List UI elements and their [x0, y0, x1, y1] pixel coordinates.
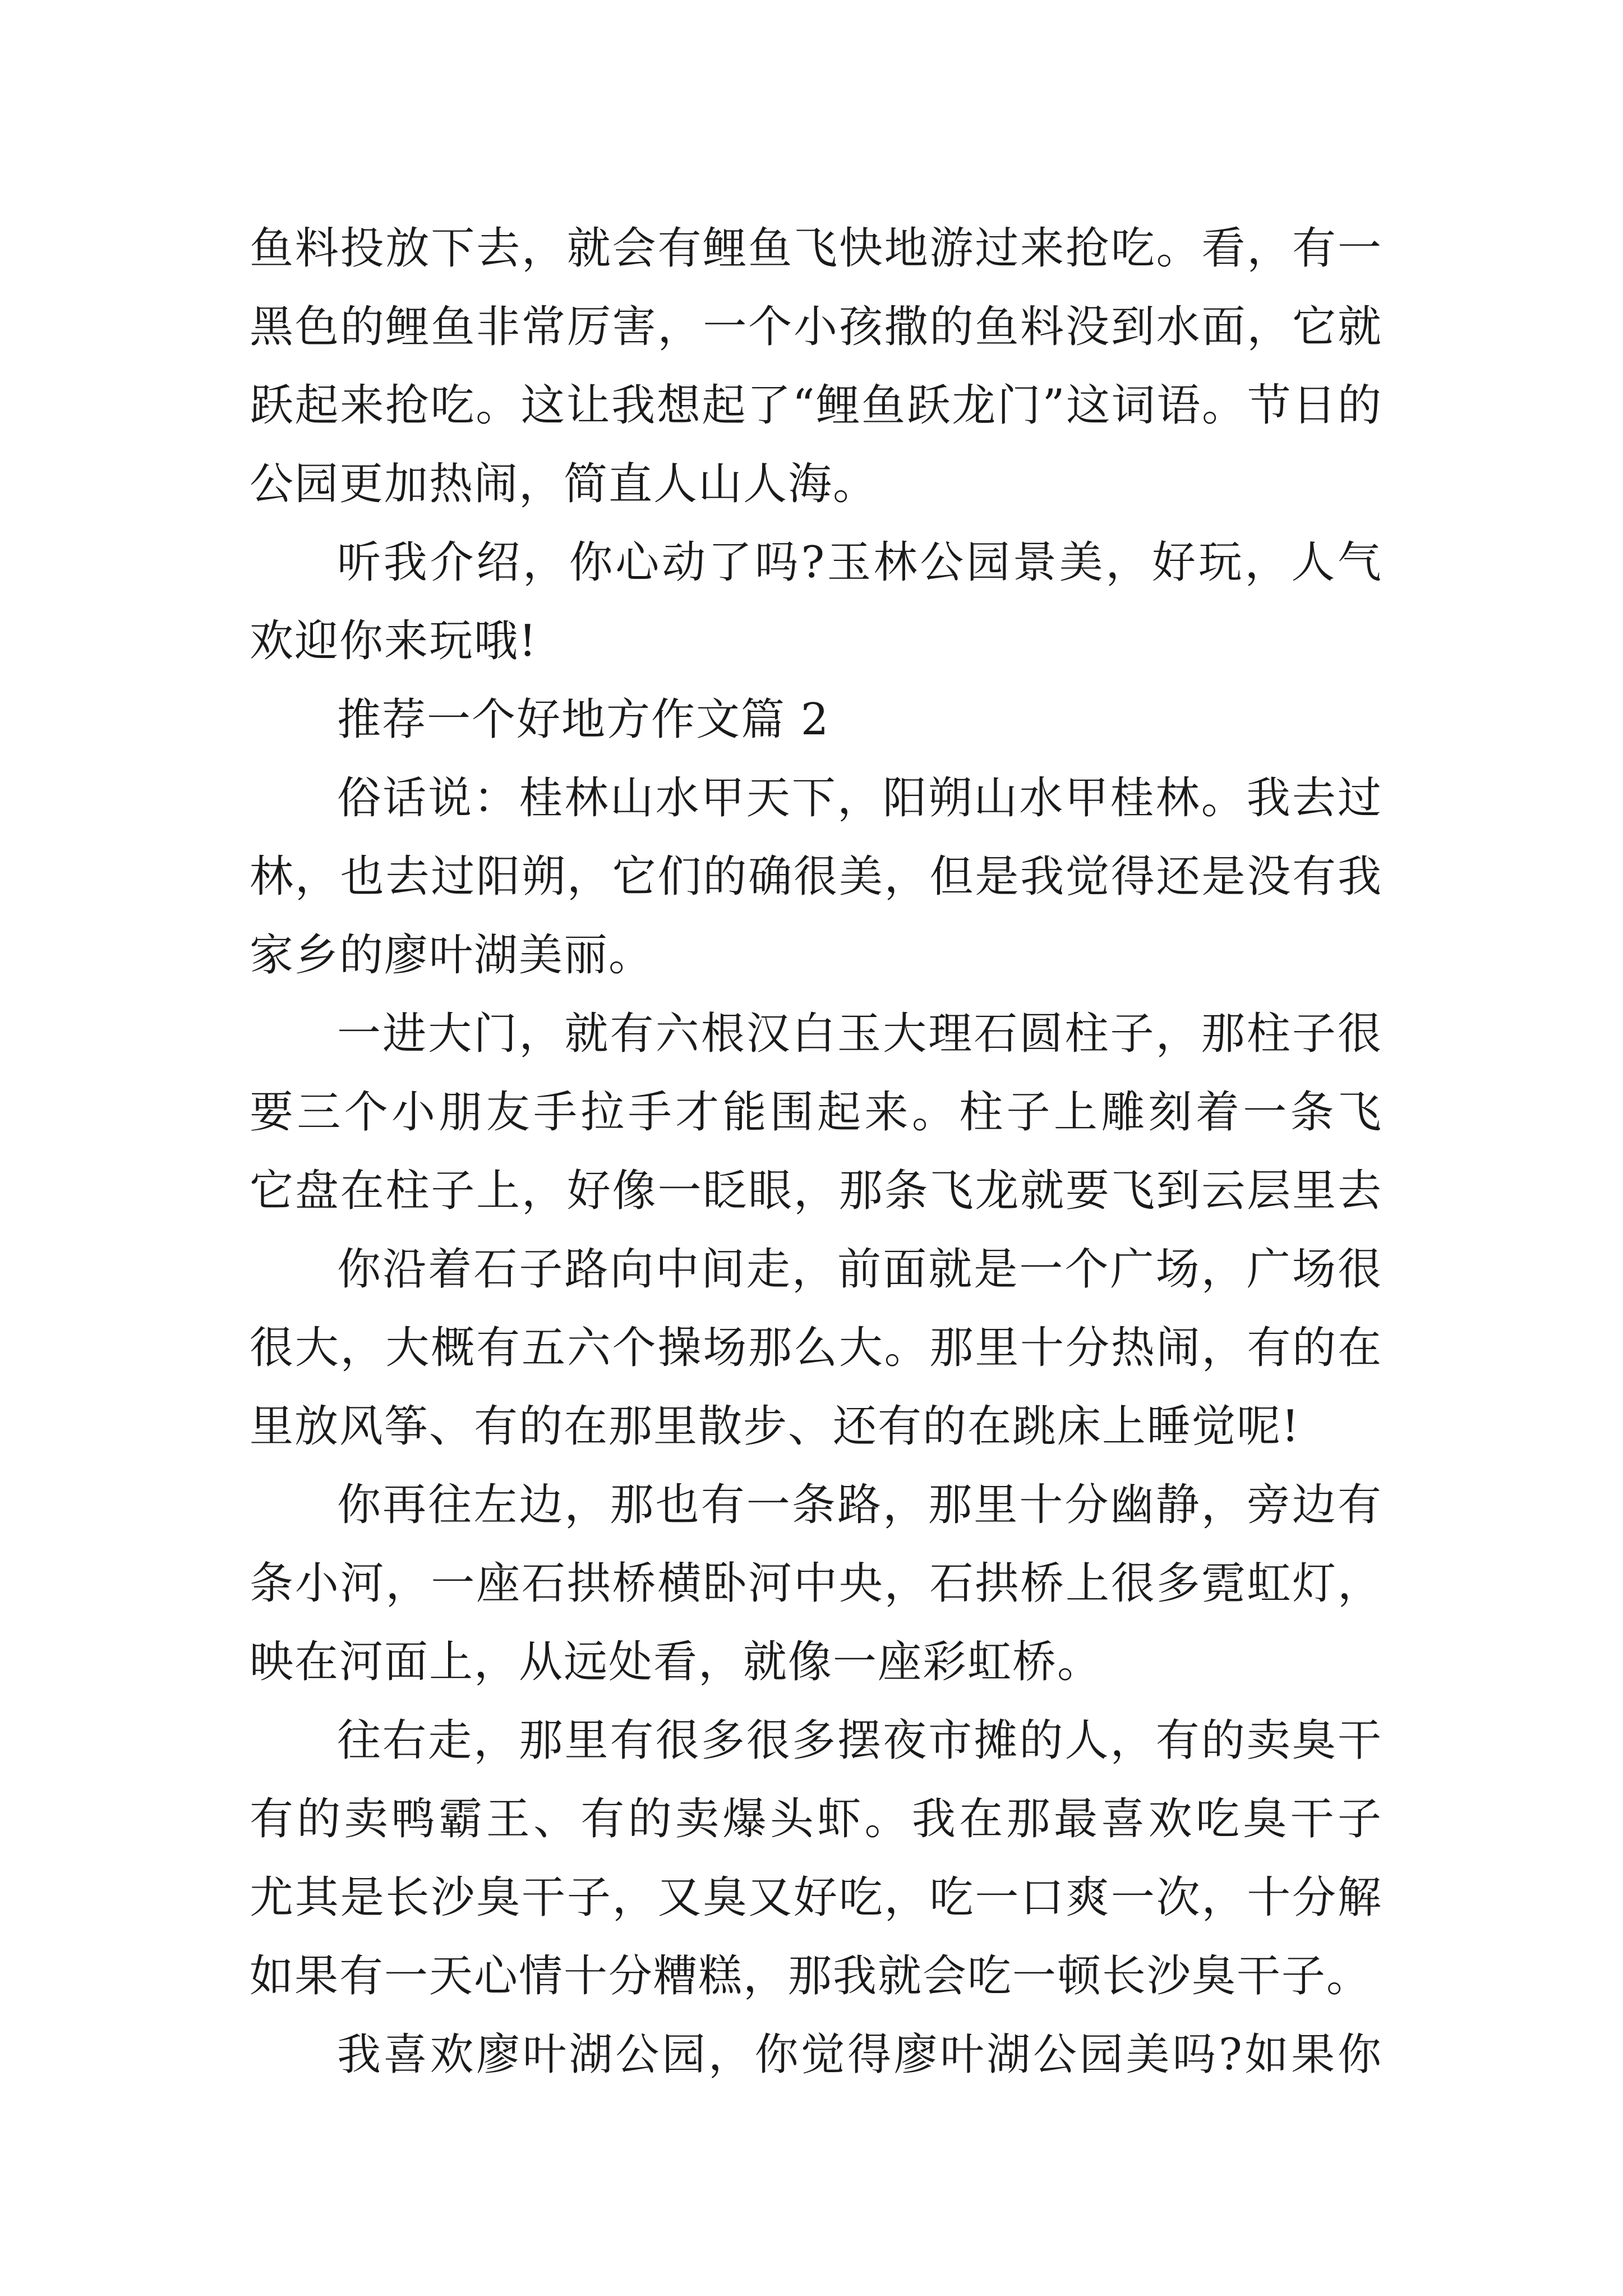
text-line: 你沿着石子路向中间走，前面就是一个广场，广场很 — [337, 1244, 1382, 1295]
text-line: 鱼料投放下去，就会有鲤鱼飞快地游过来抢吃。看，有一 — [250, 223, 1382, 274]
text-line: 欢迎你来玩哦! — [250, 616, 538, 666]
text-line: 林，也去过阳朔，它们的确很美，但是我觉得还是没有我 — [250, 852, 1382, 902]
text-line: 一进大门，就有六根汉白玉大理石圆柱子，那柱子很 — [337, 1009, 1382, 1059]
text-line: 尤其是长沙臭干子，又臭又好吃，吃一口爽一次，十分解 — [250, 1872, 1382, 1923]
essay-text — [250, 209, 1382, 2094]
text-line: 里放风筝、有的在那里散步、还有的在跳床上睡觉呢! — [250, 1401, 1301, 1452]
text-line: 跃起来抢吃。这让我想起了“鲤鱼跃龙门”这词语。节日的 — [250, 380, 1382, 431]
text-line: 家乡的廖叶湖美丽。 — [250, 930, 654, 981]
text-line: 如果有一天心情十分糟糕，那我就会吃一顿长沙臭干子。 — [250, 1951, 1372, 2001]
text-line: 推荐一个好地方作文篇 2 — [337, 694, 830, 745]
text-line: 有的卖鸭霸王、有的卖爆头虾。我在那最喜欢吃臭干子 — [250, 1794, 1382, 1844]
text-line: 很大，大概有五六个操场那么大。那里十分热闹，有的在 — [250, 1323, 1382, 1373]
text-line: 黑色的鲤鱼非常厉害，一个小孩撒的鱼料没到水面，它就 — [250, 302, 1382, 352]
text-line: 你再往左边，那也有一条路，那里十分幽静，旁边有 — [337, 1480, 1382, 1530]
text-line: 要三个小朋友手拉手才能围起来。柱子上雕刻着一条飞 — [250, 1087, 1382, 1138]
text-line: 它盘在柱子上，好像一眨眼，那条飞龙就要飞到云层里去 — [250, 1166, 1382, 1216]
text-line: 映在河面上，从远处看，就像一座彩虹桥。 — [250, 1637, 1103, 1687]
text-line: 往右走，那里有很多很多摆夜市摊的人，有的卖臭干 — [337, 1715, 1382, 1766]
text-line: 公园更加热闹，简直人山人海。 — [250, 459, 878, 509]
text-line: 听我介绍，你心动了吗?玉林公园景美，好玩，人气 — [337, 537, 1382, 588]
text-line: 俗话说：桂林山水甲天下，阳朔山水甲桂林。我去过 — [337, 773, 1382, 823]
text-line: 我喜欢廖叶湖公园，你觉得廖叶湖公园美吗?如果你 — [337, 2030, 1382, 2080]
text-line: 条小河，一座石拱桥横卧河中央，石拱桥上很多霓虹灯， — [250, 1558, 1382, 1609]
